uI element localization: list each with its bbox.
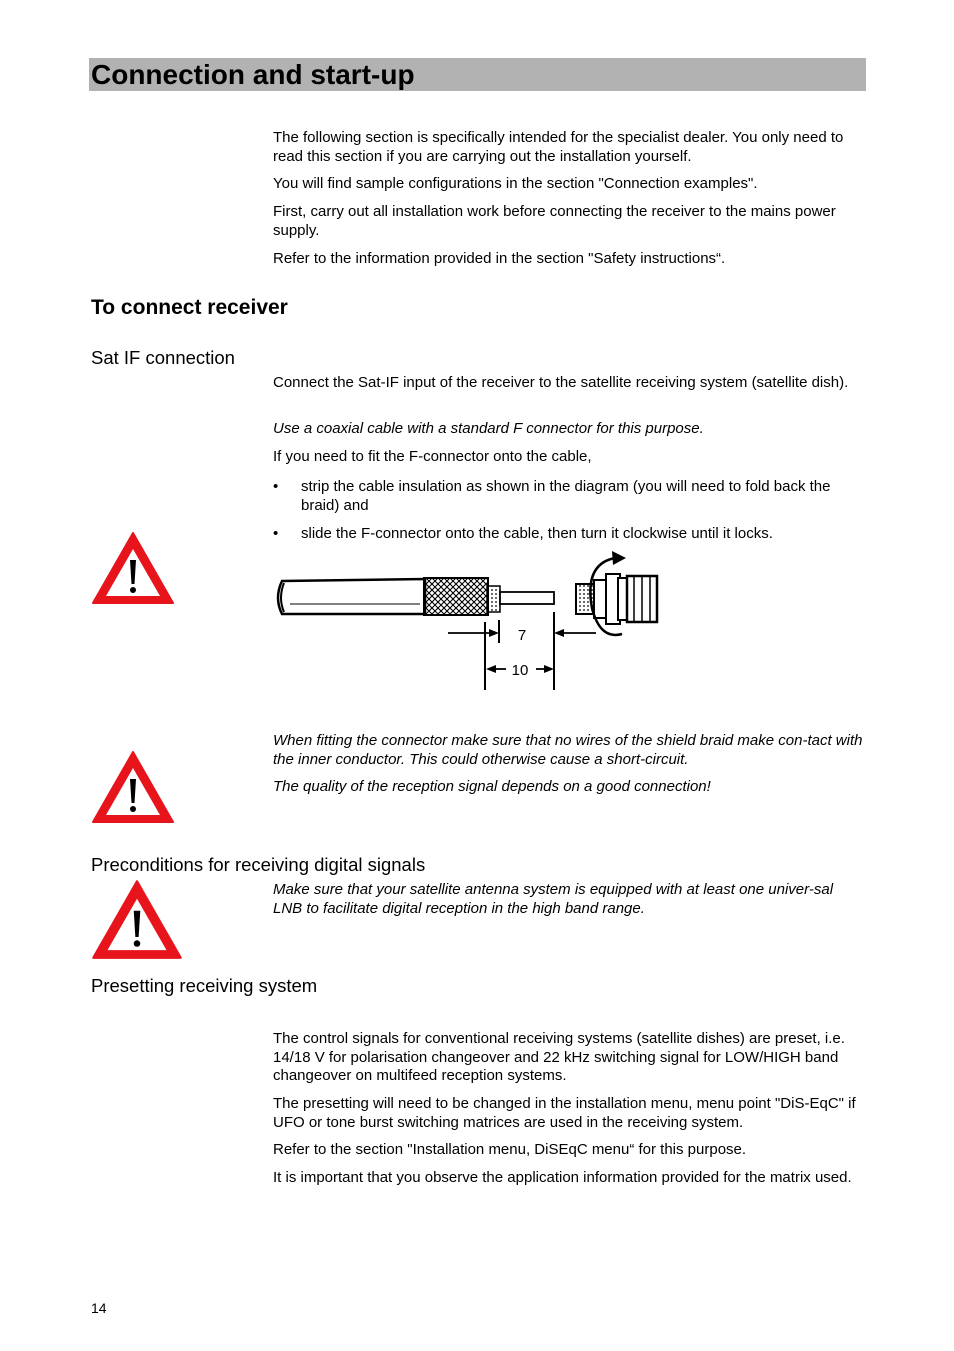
presetting-paragraph: It is important that you observe the application information provided for the matrix used.	[273, 1169, 852, 1186]
section-header-banner	[89, 58, 866, 91]
presetting-paragraph: The presetting will need to be changed in the installation menu, menu point "DiS-EqC" if UFO or tone burst switching matrices are used in the receiving system.	[273, 1095, 856, 1131]
list-item-text: strip the cable insulation as shown in the diagram (you will need to fold back the braid) and	[301, 478, 831, 514]
presetting-paragraph: The control signals for conventional receiving systems (satellite dishes) are preset, i.e. 14/18 V for polarisation changeover and 22 kHz switching signal for LOW/HIGH band changeover on multifeed reception systems.	[273, 1030, 845, 1085]
warning-triangle-icon	[90, 530, 176, 606]
subsection-heading: To connect receiver	[91, 296, 288, 319]
list-item	[273, 478, 863, 516]
page-title: Connection and start-up	[91, 59, 415, 90]
sat-if-paragraph: Connect the Sat-IF input of the receiver to the satellite receiving system (satellite dish).	[273, 374, 849, 391]
sat-if-paragraph: If you need to fit the F-connector onto the cable,	[273, 448, 592, 465]
connection-quality-note: The quality of the reception signal depends on a good connection!	[273, 778, 711, 795]
warning-triangle-icon	[90, 749, 176, 825]
connector-warning-text: When fitting the connector make sure that no wires of the shield braid make con-tact with the inner conductor. This could otherwise cause a short-circuit.	[273, 732, 863, 768]
dimension-label-inner: 7	[517, 627, 527, 644]
bullet-glyph: •	[273, 525, 279, 542]
sat-if-note: Use a coaxial cable with a standard F connector for this purpose.	[273, 420, 704, 437]
warning-triangle-icon	[90, 878, 184, 961]
digital-preconditions-text: Make sure that your satellite antenna system is equipped with at least one univer-sal LNB to facilitate digital reception in the high band range.	[273, 881, 834, 917]
intro-paragraph: The following section is specifically intended for the specialist dealer. You only need to read this section if you are carrying out the installation yourself.	[273, 129, 844, 165]
presetting-heading: Presetting receiving system	[91, 975, 318, 996]
intro-paragraph: First, carry out all installation work before connecting the receiver to the mains power supply.	[273, 203, 836, 239]
coax-cable-stripping-diagram	[270, 548, 670, 694]
list-item	[273, 525, 863, 545]
digital-preconditions-heading: Preconditions for receiving digital signals	[91, 854, 426, 875]
bullet-glyph: •	[273, 478, 279, 495]
dimension-label-outer: 10	[511, 662, 529, 679]
page-number: 14	[91, 1300, 107, 1316]
sat-if-heading: Sat IF connection	[91, 347, 235, 368]
presetting-paragraph: Refer to the section "Installation menu, DiSEqC menu“ for this purpose.	[273, 1141, 747, 1158]
intro-paragraph: Refer to the information provided in the section "Safety instructions“.	[273, 250, 726, 267]
list-item-text: slide the F-connector onto the cable, then turn it clockwise until it locks.	[301, 525, 773, 542]
intro-paragraph: You will find sample configurations in the section "Connection examples".	[273, 175, 758, 192]
